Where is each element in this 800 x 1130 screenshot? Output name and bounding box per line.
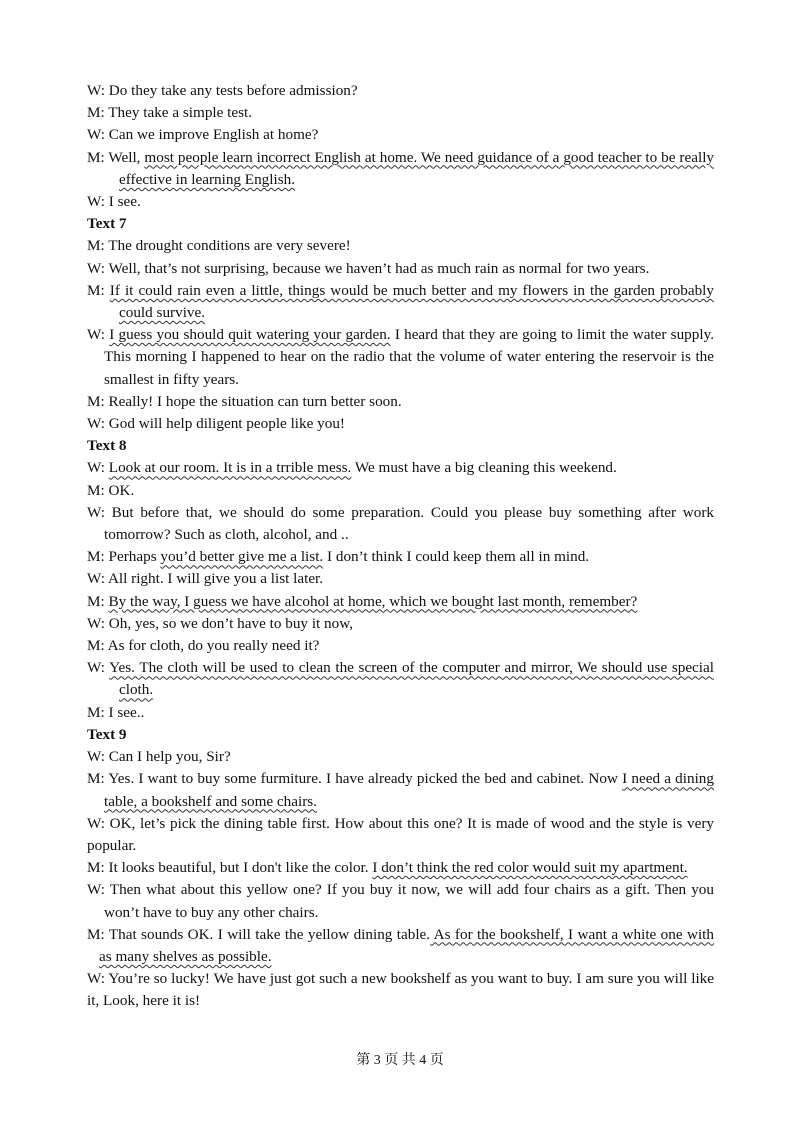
dialogue-line: W: Then what about this yellow one? If you buy it now, we will add four chairs as a gift. Then you won’t have to buy any other chairs. bbox=[87, 881, 714, 921]
dialogue-line: W: All right. I will give you a list later. bbox=[87, 570, 324, 588]
dialogue-line: W: I see. bbox=[87, 193, 141, 211]
dialogue-line: M: They take a simple test. bbox=[87, 104, 253, 122]
underlined-answer: I need a dining table, a bookshelf and some chairs. bbox=[104, 770, 714, 810]
dialogue-line: W: Yes. The cloth will be used to clean the screen of the computer and mirror, We should use special cloth. bbox=[87, 659, 714, 699]
total-pages: 4 bbox=[419, 1053, 427, 1068]
dialogue-line: M: Perhaps you’d better give me a list. I don’t think I could keep them all in mind. bbox=[87, 548, 590, 566]
dialogue-line: M: As for cloth, do you really need it? bbox=[87, 637, 320, 655]
dialogue-line: M: If it could rain even a little, things would be much better and my flowers in the garden probably could survive. bbox=[87, 281, 714, 322]
dialogue-line: W: Can I help you, Sir? bbox=[87, 748, 231, 766]
dialogue-line: W: Oh, yes, so we don’t have to buy it now, bbox=[87, 614, 354, 632]
underlined-answer: Look at our room. It is in a trrible mess. bbox=[108, 459, 352, 477]
dialogue-line: M: OK. bbox=[87, 481, 135, 499]
section-heading-text-9: Text 9 bbox=[87, 725, 127, 743]
dialogue-line: W: Can we improve English at home? bbox=[87, 126, 319, 144]
dialogue-line: M: I see.. bbox=[87, 703, 145, 721]
section-heading-text-7: Text 7 bbox=[87, 215, 127, 233]
dialogue-line: M: It looks beautiful, but I don't like the color. I don’t think the red color would suit my apartment. bbox=[87, 859, 688, 877]
page-number: 3 bbox=[373, 1053, 381, 1068]
underlined-answer: I don’t think the red color would suit my apartment. bbox=[372, 859, 688, 877]
underlined-answer: As for the bookshelf, I want a white one with as many shelves as possible. bbox=[99, 925, 714, 965]
underlined-answer: I guess you should quit watering your garden. bbox=[109, 326, 391, 344]
dialogue-line: W: OK, let’s pick the dining table first. How about this one? It is made of wood and the style is very popular. bbox=[87, 814, 714, 854]
underlined-answer: most people learn incorrect English at home. We need guidance of a good teacher to be really effective in learning English. bbox=[119, 148, 715, 188]
dialogue-line: M: The drought conditions are very severe! bbox=[87, 237, 351, 255]
dialogue-line: M: That sounds OK. I will take the yellow dining table. As for the bookshelf, I want a white one with as many shelves as possible. bbox=[87, 925, 714, 965]
dialogue-line: M: Really! I hope the situation can turn better soon. bbox=[87, 392, 402, 410]
dialogue-line: W: You’re so lucky! We have just got such a new bookshelf as you want to buy. I am sure you will like it, Look, here it is! bbox=[87, 970, 714, 1010]
dialogue-line: M: Well, most people learn incorrect English at home. We need guidance of a good teacher to be really effective in learning English. bbox=[87, 148, 715, 188]
underlined-answer: you’d better give me a list. bbox=[160, 548, 324, 566]
dialogue-line: W: Well, that’s not surprising, because we haven’t had as much rain as normal for two years. bbox=[87, 259, 650, 277]
underlined-answer: If it could rain even a little, things would be much better and my flowers in the garden probably could survive. bbox=[109, 281, 714, 322]
dialogue-line: W: But before that, we should do some preparation. Could you please buy something after work tomorrow? Such as cloth, alcohol, and .. bbox=[87, 503, 714, 544]
dialogue-line: M: Yes. I want to buy some furmiture. I have already picked the bed and cabinet. Now I need a dining table, a bookshelf and some chairs. bbox=[87, 770, 714, 810]
underlined-answer: Yes. The cloth will be used to clean the screen of the computer and mirror, We should use special cloth. bbox=[109, 659, 714, 699]
transcript-body bbox=[87, 80, 714, 1013]
section-heading-text-8: Text 8 bbox=[87, 437, 127, 455]
dialogue-line: W: Look at our room. It is in a trrible mess. We must have a big cleaning this weekend. bbox=[87, 459, 617, 477]
dialogue-line: M: By the way, I guess we have alcohol at home, which we bought last month, remember? bbox=[87, 592, 638, 610]
dialogue-line: W: God will help diligent people like you! bbox=[87, 415, 345, 433]
underlined-answer: By the way, I guess we have alcohol at home, which we bought last month, remember? bbox=[108, 592, 638, 610]
dialogue-line: W: Do they take any tests before admission? bbox=[87, 82, 358, 99]
page-footer: 第 3 页 共 4 页 bbox=[356, 1053, 444, 1068]
dialogue-line: W: I guess you should quit watering your garden. I heard that they are going to limit the water supply. This morning I happened to hear on the radio that the volume of water entering the reservoir is the smallest in fifty years. bbox=[87, 326, 714, 388]
